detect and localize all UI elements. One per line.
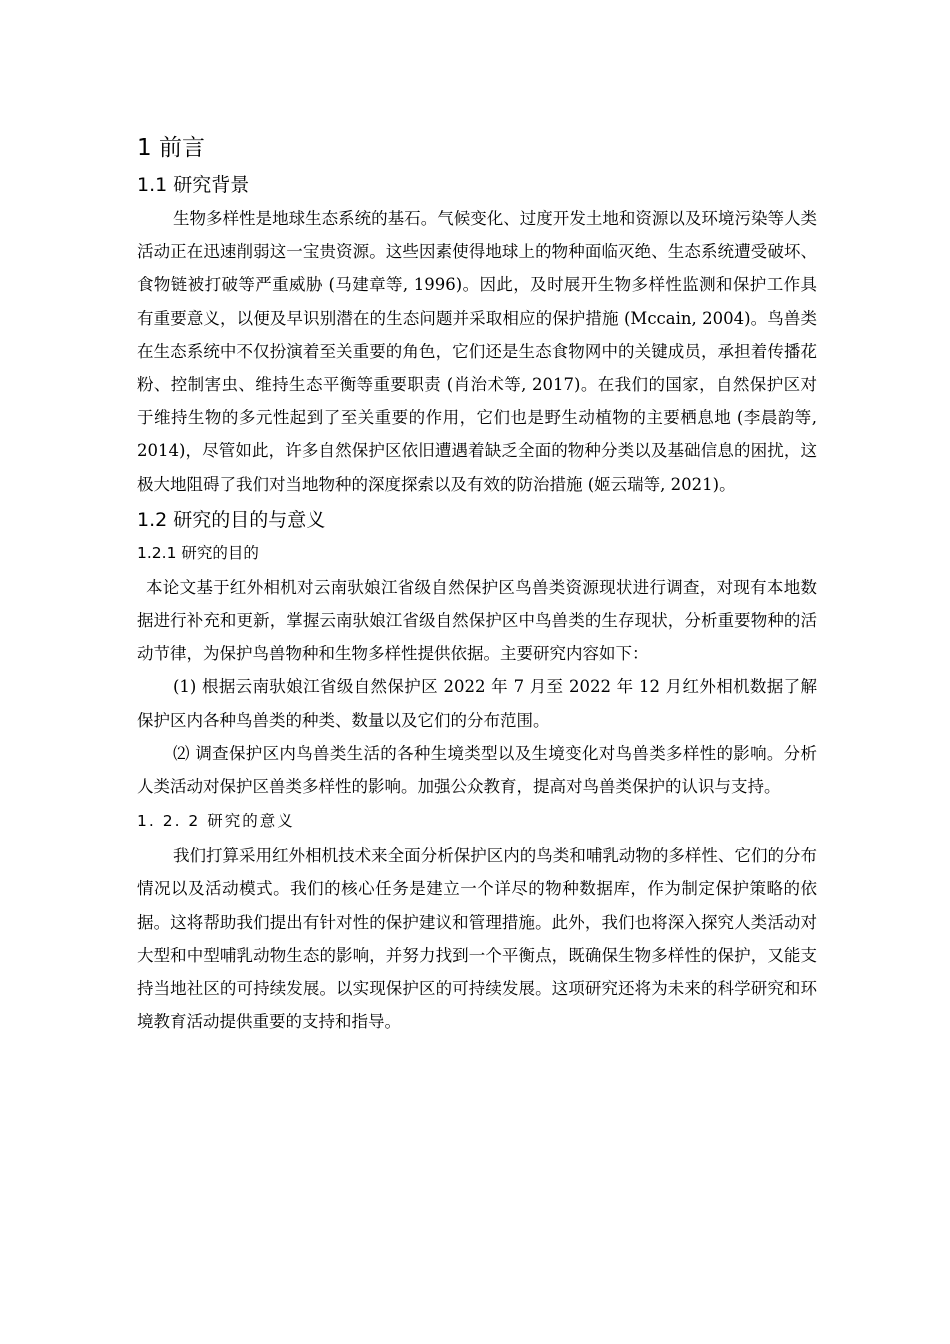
document-body <box>137 130 817 1038</box>
subsection-heading-significance: 1. 2. 2 研究的意义 <box>137 812 295 831</box>
paragraph-significance: 我们打算采用红外相机技术来全面分析保护区内的鸟类和哺乳动物的多样性、它们的分布情况以及活动模式。我们的核心任务是建立一个详尽的物种数据库，作为制定保护策略的依据。这将帮助我们提出有针对性的保护建议和管理措施。此外，我们也将深入探究人类活动对大型和中型哺乳动物生态的影响，并努力找到一个平衡点，既确保生物多样性的保护，又能支持当地社区的可持续发展。以实现保护区的可持续发展。这项研究还将为未来的科学研究和环境教育活动提供重要的支持和指导。 <box>137 846 817 1032</box>
subsection-heading-purpose: 1.2.1 研究的目的 <box>137 543 259 562</box>
list-item-content-2: ⑵ 调查保护区内鸟兽类生活的各种生境类型以及生境变化对鸟兽类多样性的影响。分析人类活动对保护区兽类多样性的影响。加强公众教育，提高对鸟兽类保护的认识与支持。 <box>137 743 817 797</box>
section-heading-purpose-and-significance: 1.2 研究的目的与意义 <box>137 508 326 531</box>
paragraph-purpose: 本论文基于红外相机对云南驮娘江省级自然保护区鸟兽类资源现状进行调查，对现有本地数据进行补充和更新，掌握云南驮娘江省级自然保护区中鸟兽类的生存现状，分析重要物种的活动节律，为保护鸟兽物种和生物多样性提供依据。主要研究内容如下： <box>137 577 817 664</box>
paragraph-research-background: 生物多样性是地球生态系统的基石。气候变化、过度开发土地和资源以及环境污染等人类活动正在迅速削弱这一宝贵资源。这些因素使得地球上的物种面临灭绝、生态系统遭受破坏、食物链被打破等严重威胁 (马建章等, 1996)。因此，及时展开生物多样性监测和保护工作具有重要意义，以便及早识别潜在的生态问题并采取相应的保护措施 (Mccain, 2004)。鸟兽类在生态系统中不仅扮演着至关重要的角色，它们还是生态食物网中的关键成员，承担着传播花粉、控制害虫、维持生态平衡等重要职责 (肖治术等, 2017)。在我们的国家，自然保护区对于维持生物的多元性起到了至关重要的作用，它们也是野生动植物的主要栖息地 (李晨韵等, 2014)，尽管如此，许多自然保护区依旧遭遇着缺乏全面的物种分类以及基础信息的困扰，这极大地阻碍了我们对当地物种的深度探索以及有效的防治措施 (姬云瑞等, 2021)。 <box>137 209 817 494</box>
list-item-content-1: (1) 根据云南驮娘江省级自然保护区 2022 年 7 月至 2022 年 12 月红外相机数据了解保护区内各种鸟兽类的种类、数量以及它们的分布范围。 <box>137 677 817 730</box>
section-heading-research-background: 1.1 研究背景 <box>137 174 250 196</box>
chapter-heading: 1 前言 <box>137 135 205 161</box>
